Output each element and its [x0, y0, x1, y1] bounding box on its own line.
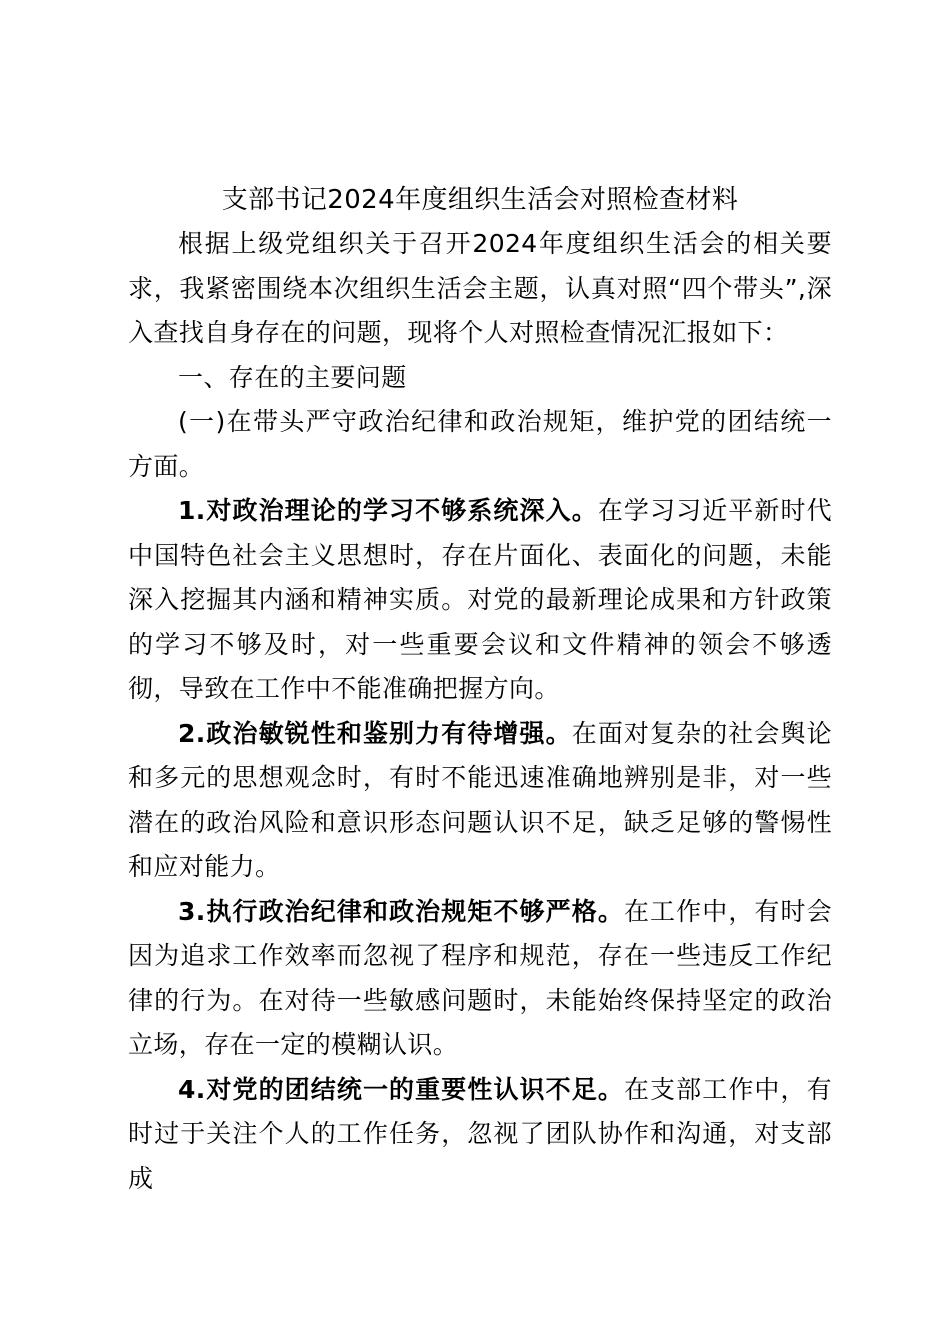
issue-item-3 — [128, 890, 832, 1068]
issue-lead-2: 2.政治敏锐性和鉴别力有待增强。 — [178, 718, 572, 748]
issue-lead-1: 1.对政治理论的学习不够系统深入。 — [178, 496, 598, 525]
issue-body-2: 在面对复杂的社会舆论和多元的思想观念时，有时不能迅速准确地辨别是非，对一些潜在的政治风险和意识形态问题认识不足，缺乏足够的警惕性和应对能力。 — [128, 718, 832, 881]
section-heading: 一、存在的主要问题 — [178, 362, 407, 392]
issue-body-1: 在学习习近平新时代中国特色社会主义思想时，存在片面化、表面化的问题，未能深入挖掘其内涵和精神实质。对党的最新理论成果和方针政策的学习不够及时，对一些重要会议和文件精神的领会不够透彻，导致在工作中不能准确把握方向。 — [128, 496, 832, 703]
issue-item-4 — [128, 1068, 832, 1202]
document-title: 支部书记2024年度组织生活会对照检查材料 — [221, 185, 739, 215]
document-body — [128, 178, 832, 1201]
issue-body-4: 在支部工作中，有时过于关注个人的工作任务，忽视了团队协作和沟通，对支部成 — [128, 1074, 833, 1193]
issue-item-1 — [128, 489, 832, 712]
issue-item-2 — [128, 712, 832, 890]
issue-body-3: 在工作中，有时会因为追求工作效率而忽视了程序和规范，存在一些违反工作纪律的行为。在对待一些敏感问题时，未能始终保持坚定的政治立场，存在一定的模糊认识。 — [128, 896, 833, 1059]
issue-lead-4: 4.对党的团结统一的重要性认识不足。 — [178, 1074, 624, 1104]
subsection-heading: (一)在带头严守政治纪律和政治规矩，维护党的团结统一方面。 — [128, 407, 832, 481]
issue-lead-3: 3.执行政治纪律和政治规矩不够严格。 — [178, 896, 624, 926]
intro-paragraph: 根据上级党组织关于召开2024年度组织生活会的相关要求，我紧密围绕本次组织生活会主题，认真对照“四个带头”,深入查找自身存在的问题，现将个人对照检查情况汇报如下： — [128, 229, 832, 347]
